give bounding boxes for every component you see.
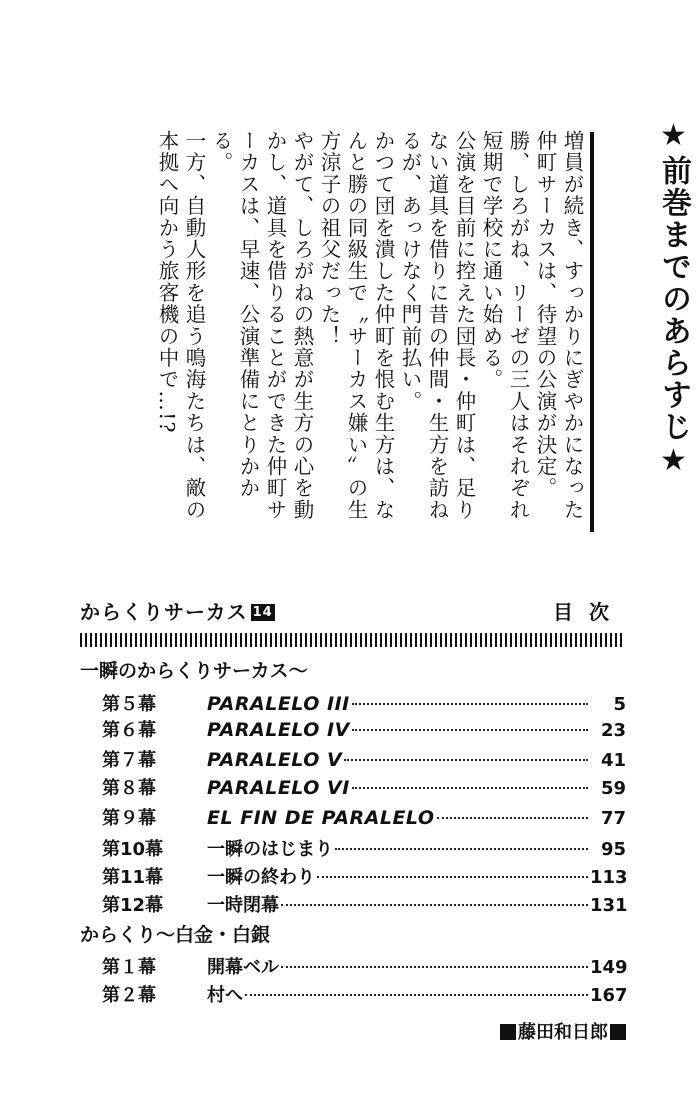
page-number: 95 [600,839,626,860]
toc-entry[interactable] [102,835,626,863]
toc-entry[interactable] [102,746,626,774]
toc-entry[interactable] [102,953,626,981]
synopsis-paragraph: 勝、しろがね、リーゼの三人はそれぞれ短期で学校に通い始める。 [479,130,530,521]
toc-entry[interactable] [102,804,626,832]
chapter-number: 第１幕 [102,957,156,978]
synopsis-divider [590,132,594,532]
page-number: 77 [600,808,626,829]
chapter-number: 第７幕 [102,750,156,771]
synopsis-paragraph: 一方、自動人形を追う鳴海たちは、敵の本拠へ向かう旅客機の中で…!? [155,130,206,521]
chapter-number: 第５幕 [102,694,156,715]
page-number: 131 [590,895,628,916]
synopsis-section [60,112,691,532]
page-number: 59 [600,778,626,799]
chapter-title: PARALELO III [207,693,350,715]
toc-entry[interactable] [102,981,626,1009]
toc-entry[interactable] [102,774,626,802]
leader-dots [281,966,588,968]
page-number: 5 [613,694,626,715]
chapter-number: 第６幕 [102,720,156,741]
chapter-title: 開幕ベル [207,957,279,978]
chapter-number: 第２幕 [102,985,156,1006]
leader-dots [437,817,588,819]
leader-dots [281,904,588,906]
chapter-number: 第10幕 [102,839,164,860]
leader-dots [352,729,588,731]
page-number: 23 [600,720,626,741]
leader-dots [335,848,588,850]
toc-label: 目次 [553,600,625,624]
chapter-title: PARALELO V [207,749,343,771]
volume-badge: 14 [252,605,273,620]
chapter-title: PARALELO IV [207,719,350,741]
chapter-number: 第11幕 [102,867,164,888]
page-number: 113 [590,867,628,888]
synopsis-paragraph: 増員が続き、すっかりにぎやかになった仲町サーカスは、待望の公演が決定。 [533,130,584,521]
chapter-title: 一瞬のはじまり [207,839,333,860]
chapter-title: 一時閉幕 [207,895,279,916]
chapter-number: 第８幕 [102,778,156,799]
toc-header [80,596,625,626]
part-title: からくり〜白金・白銀 [80,924,271,946]
chapter-title: 村へ [207,985,243,1006]
toc-entry[interactable] [102,690,626,718]
synopsis-body [60,130,585,530]
series-title-text: からくりサーカス [80,600,248,624]
chapter-title: EL FIN DE PARALELO [207,807,435,829]
page-number: 149 [590,957,628,978]
toc-divider [80,633,625,647]
author-name: 藤田和日郎 [518,1022,608,1043]
toc-entry[interactable] [102,863,626,891]
leader-dots [317,876,588,878]
leader-dots [245,994,588,996]
toc-entry[interactable] [102,716,626,744]
chapter-title: PARALELO VI [207,777,350,799]
square-bullet-icon [500,1024,516,1040]
page-number: 41 [600,750,626,771]
leader-dots [352,703,588,705]
author-credit [498,1018,628,1044]
toc-entry[interactable] [102,891,626,919]
chapter-title: 一瞬の終わり [207,867,315,888]
synopsis-paragraph: やがて、しろがねの熱意が生方の心を動かし、道具を借りることができた仲町サーカスは、早速、公演準備にとりかかる。 [209,130,314,521]
synopsis-heading: ★前巻までのあらすじ★ [656,118,691,480]
chapter-number: 第９幕 [102,808,156,829]
synopsis-paragraph: かつて団を潰した仲町を恨む生方は、なんと勝の同級生で〝サーカス嫌い〟の生方涼子の祖父だった！ [317,130,395,521]
chapter-number: 第12幕 [102,895,164,916]
leader-dots [352,787,588,789]
synopsis-paragraph: 公演を目前に控えた団長・仲町は、足りない道具を借りに昔の仲間・生方を訪ねるが、あっけなく門前払い。 [398,130,476,521]
series-title [80,596,275,625]
leader-dots [344,759,588,761]
part-title: 一瞬のからくりサーカス〜 [80,660,308,682]
square-bullet-icon [610,1024,626,1040]
page-number: 167 [590,985,628,1006]
